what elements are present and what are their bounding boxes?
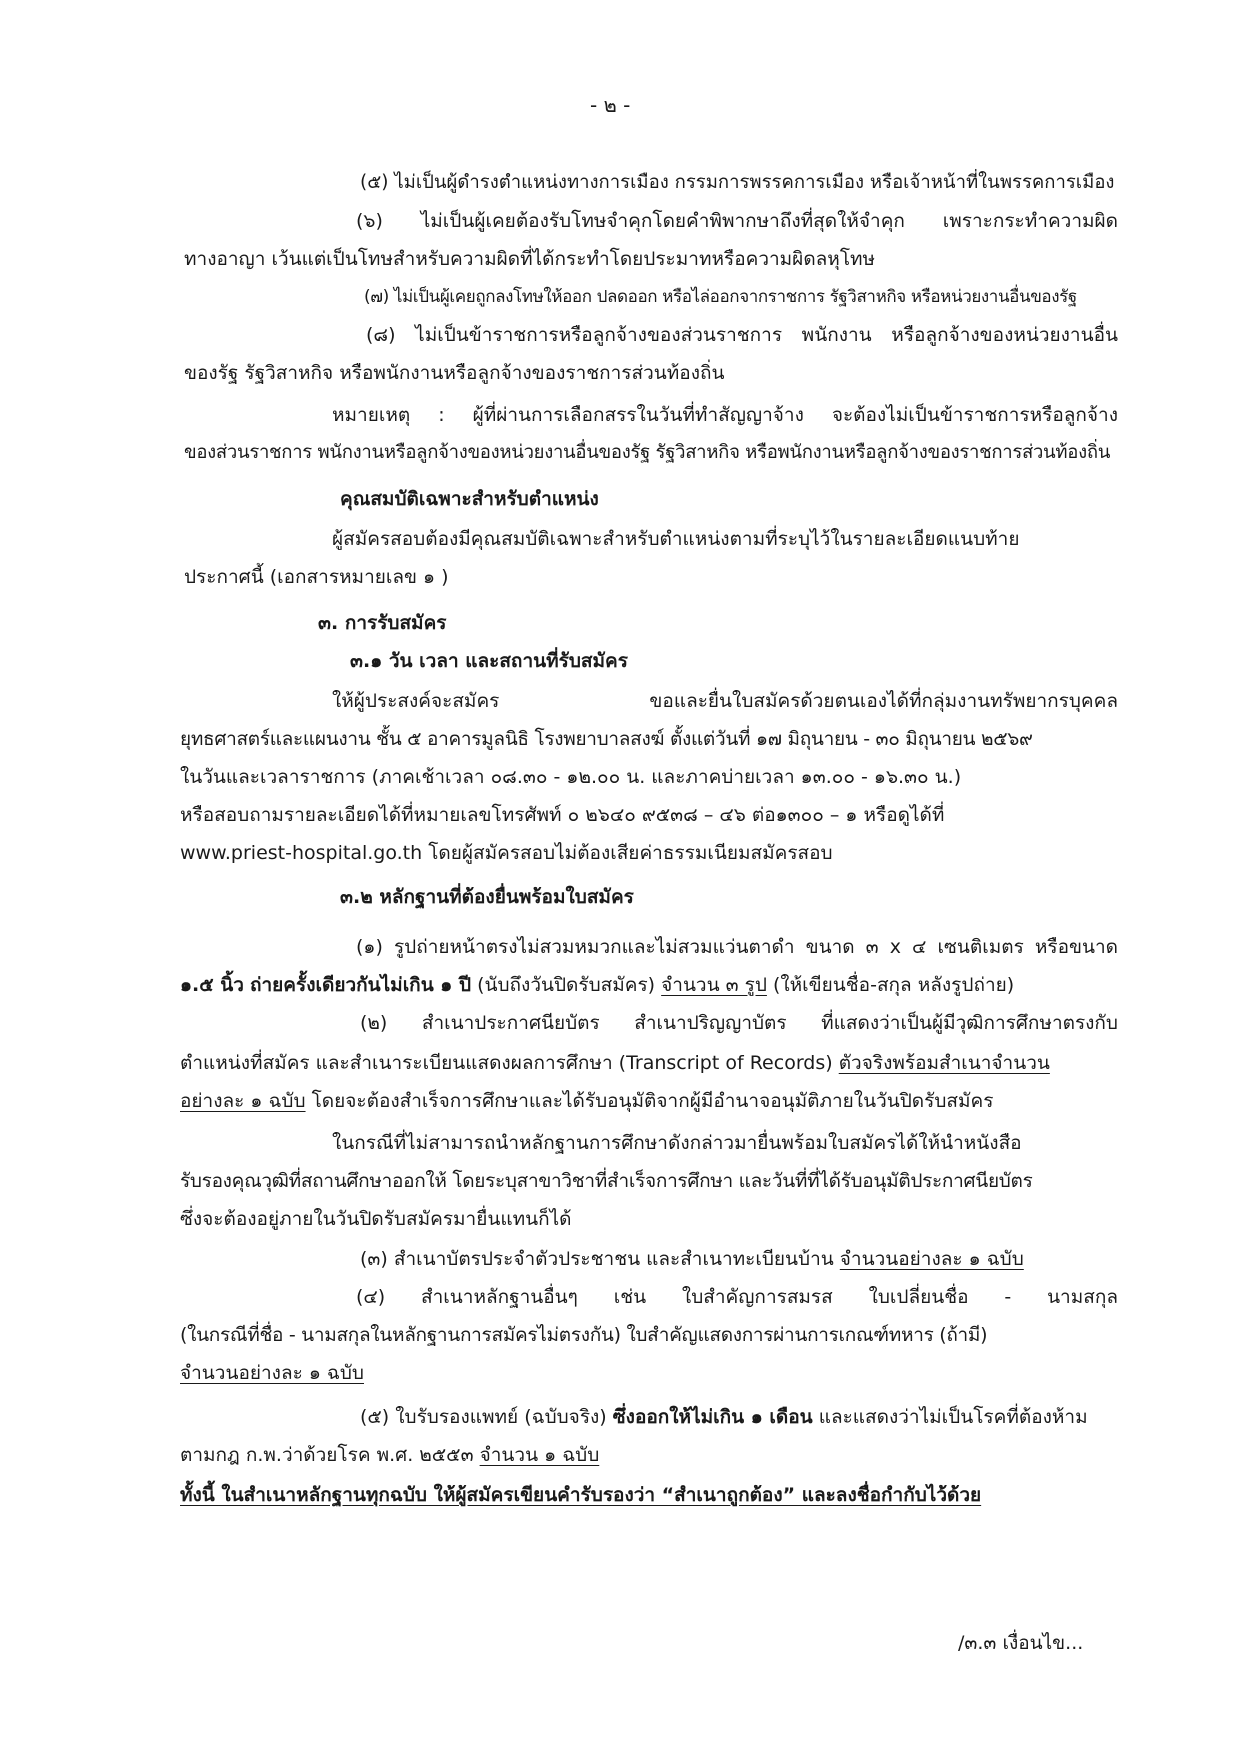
qualification-item-8-line-1: (๘) ไม่เป็นข้าราชการหรือลูกจ้างของส่วนราชการ พนักงาน หรือลูกจ้างของหน่วยงานอื่น [366, 324, 1118, 346]
photo-age-limit: ถ่ายครั้งเดียวกันไม่เกิน ๑ ปี [249, 974, 472, 996]
graduation-requirement: โดยจะต้องสำเร็จการศึกษาและได้รับอนุมัติจากผู้มีอำนาจอนุมัติภายในวันปิดรับสมัคร [311, 1090, 994, 1112]
document-3 [360, 1242, 1024, 1276]
document-1-line-2 [180, 968, 1014, 1002]
note-line-1: หมายเหตุ : ผู้ที่ผ่านการเลือกสรรในวันที่ทำสัญญาจ้าง จะต้องไม่เป็นข้าราชการหรือลูกจ้าง [332, 404, 1118, 426]
document-5-line-1 [360, 1400, 1088, 1434]
document-4-line-1: (๔) สำเนาหลักฐานอื่นๆ เช่น ใบสำคัญการสมรส ใบเปลี่ยนชื่อ - นามสกุล [356, 1286, 1118, 1308]
document-4-quantity: จำนวนอย่างละ ๑ ฉบับ [180, 1362, 364, 1384]
application-heading: ๓. การรับสมัคร [318, 612, 447, 634]
document-5-quantity: จำนวน ๑ ฉบับ [479, 1444, 600, 1466]
qualification-item-5: (๕) ไม่เป็นผู้ดำรงตำแหน่งทางการเมือง กรรมการพรรคการเมือง หรือเจ้าหน้าที่ในพรรคการเมือง [360, 172, 1115, 193]
application-schedule-line-2: ยุทธศาสตร์และแผนงาน ชั้น ๕ อาคารมูลนิธิ โรงพยาบาลสงฆ์ ตั้งแต่วันที่ ๑๗ มิถุนายน - ๓๐ มิถุนายน ๒๕๖๙ [180, 728, 1033, 750]
alternative-case-line-3: ซึ่งจะต้องอยู่ภายในวันปิดรับสมัครมายื่นแทนก็ได้ [180, 1208, 572, 1230]
application-schedule-line-3: ในวันและเวลาราชการ (ภาคเช้าเวลา ๐๘.๓๐ - ๑๒.๐๐ น. และภาคบ่ายเวลา ๑๓.๐๐ - ๑๖.๓๐ น.) [180, 766, 962, 788]
required-documents-heading: ๓.๒ หลักฐานที่ต้องยื่นพร้อมใบสมัคร [340, 886, 634, 908]
application-schedule-line-5: www.priest-hospital.go.th โดยผู้สมัครสอบไม่ต้องเสียค่าธรรมเนียมสมัครสอบ [180, 842, 833, 864]
document-2-line-3 [180, 1084, 993, 1118]
original-with-copy: ตัวจริงพร้อมสำเนาจำนวน [838, 1052, 1050, 1074]
certification-note: ทั้งนี้ ในสำเนาหลักฐานทุกฉบับ ให้ผู้สมัครเขียนคำรับรองว่า “สำเนาถูกต้อง” และลงชื่อกำกับไว้ด้วย [180, 1484, 982, 1506]
application-schedule-heading: ๓.๑ วัน เวลา และสถานที่รับสมัคร [350, 650, 628, 672]
specific-qualifications-heading: คุณสมบัติเฉพาะสำหรับตำแหน่ง [340, 488, 599, 510]
medical-certificate-condition: และแสดงว่าไม่เป็นโรคที่ต้องห้าม [818, 1406, 1088, 1428]
document-4-line-2: (ในกรณีที่ชื่อ - นามสกุลในหลักฐานการสมัครไม่ตรงกัน) ใบสำคัญแสดงการผ่านการเกณฑ์ทหาร (ถ้ามี) [180, 1324, 988, 1346]
application-schedule-line-4: หรือสอบถามรายละเอียดได้ที่หมายเลขโทรศัพท์ ๐ ๒๖๔๐ ๙๕๓๘ – ๔๖ ต่อ๑๓๐๐ – ๑ หรือดูได้ที่ [180, 804, 945, 826]
copy-quantity: อย่างละ ๑ ฉบับ [180, 1090, 306, 1112]
document-2-line-2 [180, 1046, 1050, 1080]
medical-certificate: (๕) ใบรับรองแพทย์ (ฉบับจริง) [360, 1406, 607, 1428]
qualification-item-6-line-1: (๖) ไม่เป็นผู้เคยต้องรับโทษจำคุกโดยคำพิพากษาถึงที่สุดให้จำคุก เพราะกระทำความผิด [356, 210, 1118, 232]
document-5-line-2 [180, 1438, 599, 1472]
alternative-case-line-1: ในกรณีที่ไม่สามารถนำหลักฐานการศึกษาดังกล่าวมายื่นพร้อมใบสมัครได้ให้นำหนังสือ [332, 1132, 1022, 1154]
photo-quantity: จำนวน ๓ รูป [661, 974, 767, 996]
continuation-marker: /๓.๓ เงื่อนไข... [958, 1632, 1084, 1654]
qualification-item-6-line-2: ทางอาญา เว้นแต่เป็นโทษสำหรับความผิดที่ได้กระทำโดยประมาทหรือความผิดลหุโทษ [184, 248, 876, 270]
specific-qualifications-line-1: ผู้สมัครสอบต้องมีคุณสมบัติเฉพาะสำหรับตำแหน่งตามที่ระบุไว้ในรายละเอียดแนบท้าย [332, 528, 1020, 550]
alternative-case-line-2: รับรองคุณวุฒิที่สถานศึกษาออกให้ โดยระบุสาขาวิชาที่สำเร็จการศึกษา และวันที่ที่ได้รับอนุมัติประกาศนียบัตร [180, 1170, 1033, 1192]
transcript-description: ตำแหน่งที่สมัคร และสำเนาระเบียนแสดงผลการศึกษา (Transcript of Records) [180, 1052, 833, 1074]
photo-instruction: (ให้เขียนชื่อ-สกุล หลังรูปถ่าย) [772, 974, 1015, 996]
document-1-line-1: (๑) รูปถ่ายหน้าตรงไม่สวมหมวกและไม่สวมแว่นตาดำ ขนาด ๓ x ๔ เซนติเมตร หรือขนาด [356, 936, 1118, 958]
note-line-2: ของส่วนราชการ พนักงานหรือลูกจ้างของหน่วยงานอื่นของรัฐ รัฐวิสาหกิจ หรือพนักงานหรือลูกจ้างของราชการส่วนท้องถิ่น [184, 442, 1111, 463]
page-number: - ๒ - [590, 93, 631, 117]
specific-qualifications-line-2: ประกาศนี้ (เอกสารหมายเลข ๑ ) [184, 566, 449, 588]
photo-age-reference: (นับถึงวันปิดรับสมัคร) [477, 974, 656, 996]
medical-regulation: ตามกฎ ก.พ.ว่าด้วยโรค พ.ศ. ๒๕๕๓ [180, 1444, 474, 1466]
document-2-line-1: (๒) สำเนาประกาศนียบัตร สำเนาปริญญาบัตร ที่แสดงว่าเป็นผู้มีวุฒิการศึกษาตรงกับ [360, 1012, 1118, 1034]
id-card-house-registration: (๓) สำเนาบัตรประจำตัวประชาชน และสำเนาทะเบียนบ้าน [360, 1248, 834, 1270]
medical-certificate-validity: ซึ่งออกให้ไม่เกิน ๑ เดือน [612, 1406, 813, 1428]
document-3-quantity: จำนวนอย่างละ ๑ ฉบับ [839, 1248, 1024, 1270]
photo-size-inch: ๑.๕ นิ้ว [180, 974, 244, 996]
qualification-item-7: (๗) ไม่เป็นผู้เคยถูกลงโทษให้ออก ปลดออก หรือไล่ออกจากราชการ รัฐวิสาหกิจ หรือหน่วยงานอื่นของรัฐ [364, 287, 1077, 307]
application-schedule-line-1: ให้ผู้ประสงค์จะสมัคร ขอและยื่นใบสมัครด้วยตนเองได้ที่กลุ่มงานทรัพยากรบุคคล [332, 690, 1118, 712]
qualification-item-8-line-2: ของรัฐ รัฐวิสาหกิจ หรือพนักงานหรือลูกจ้างของราชการส่วนท้องถิ่น [184, 362, 725, 384]
